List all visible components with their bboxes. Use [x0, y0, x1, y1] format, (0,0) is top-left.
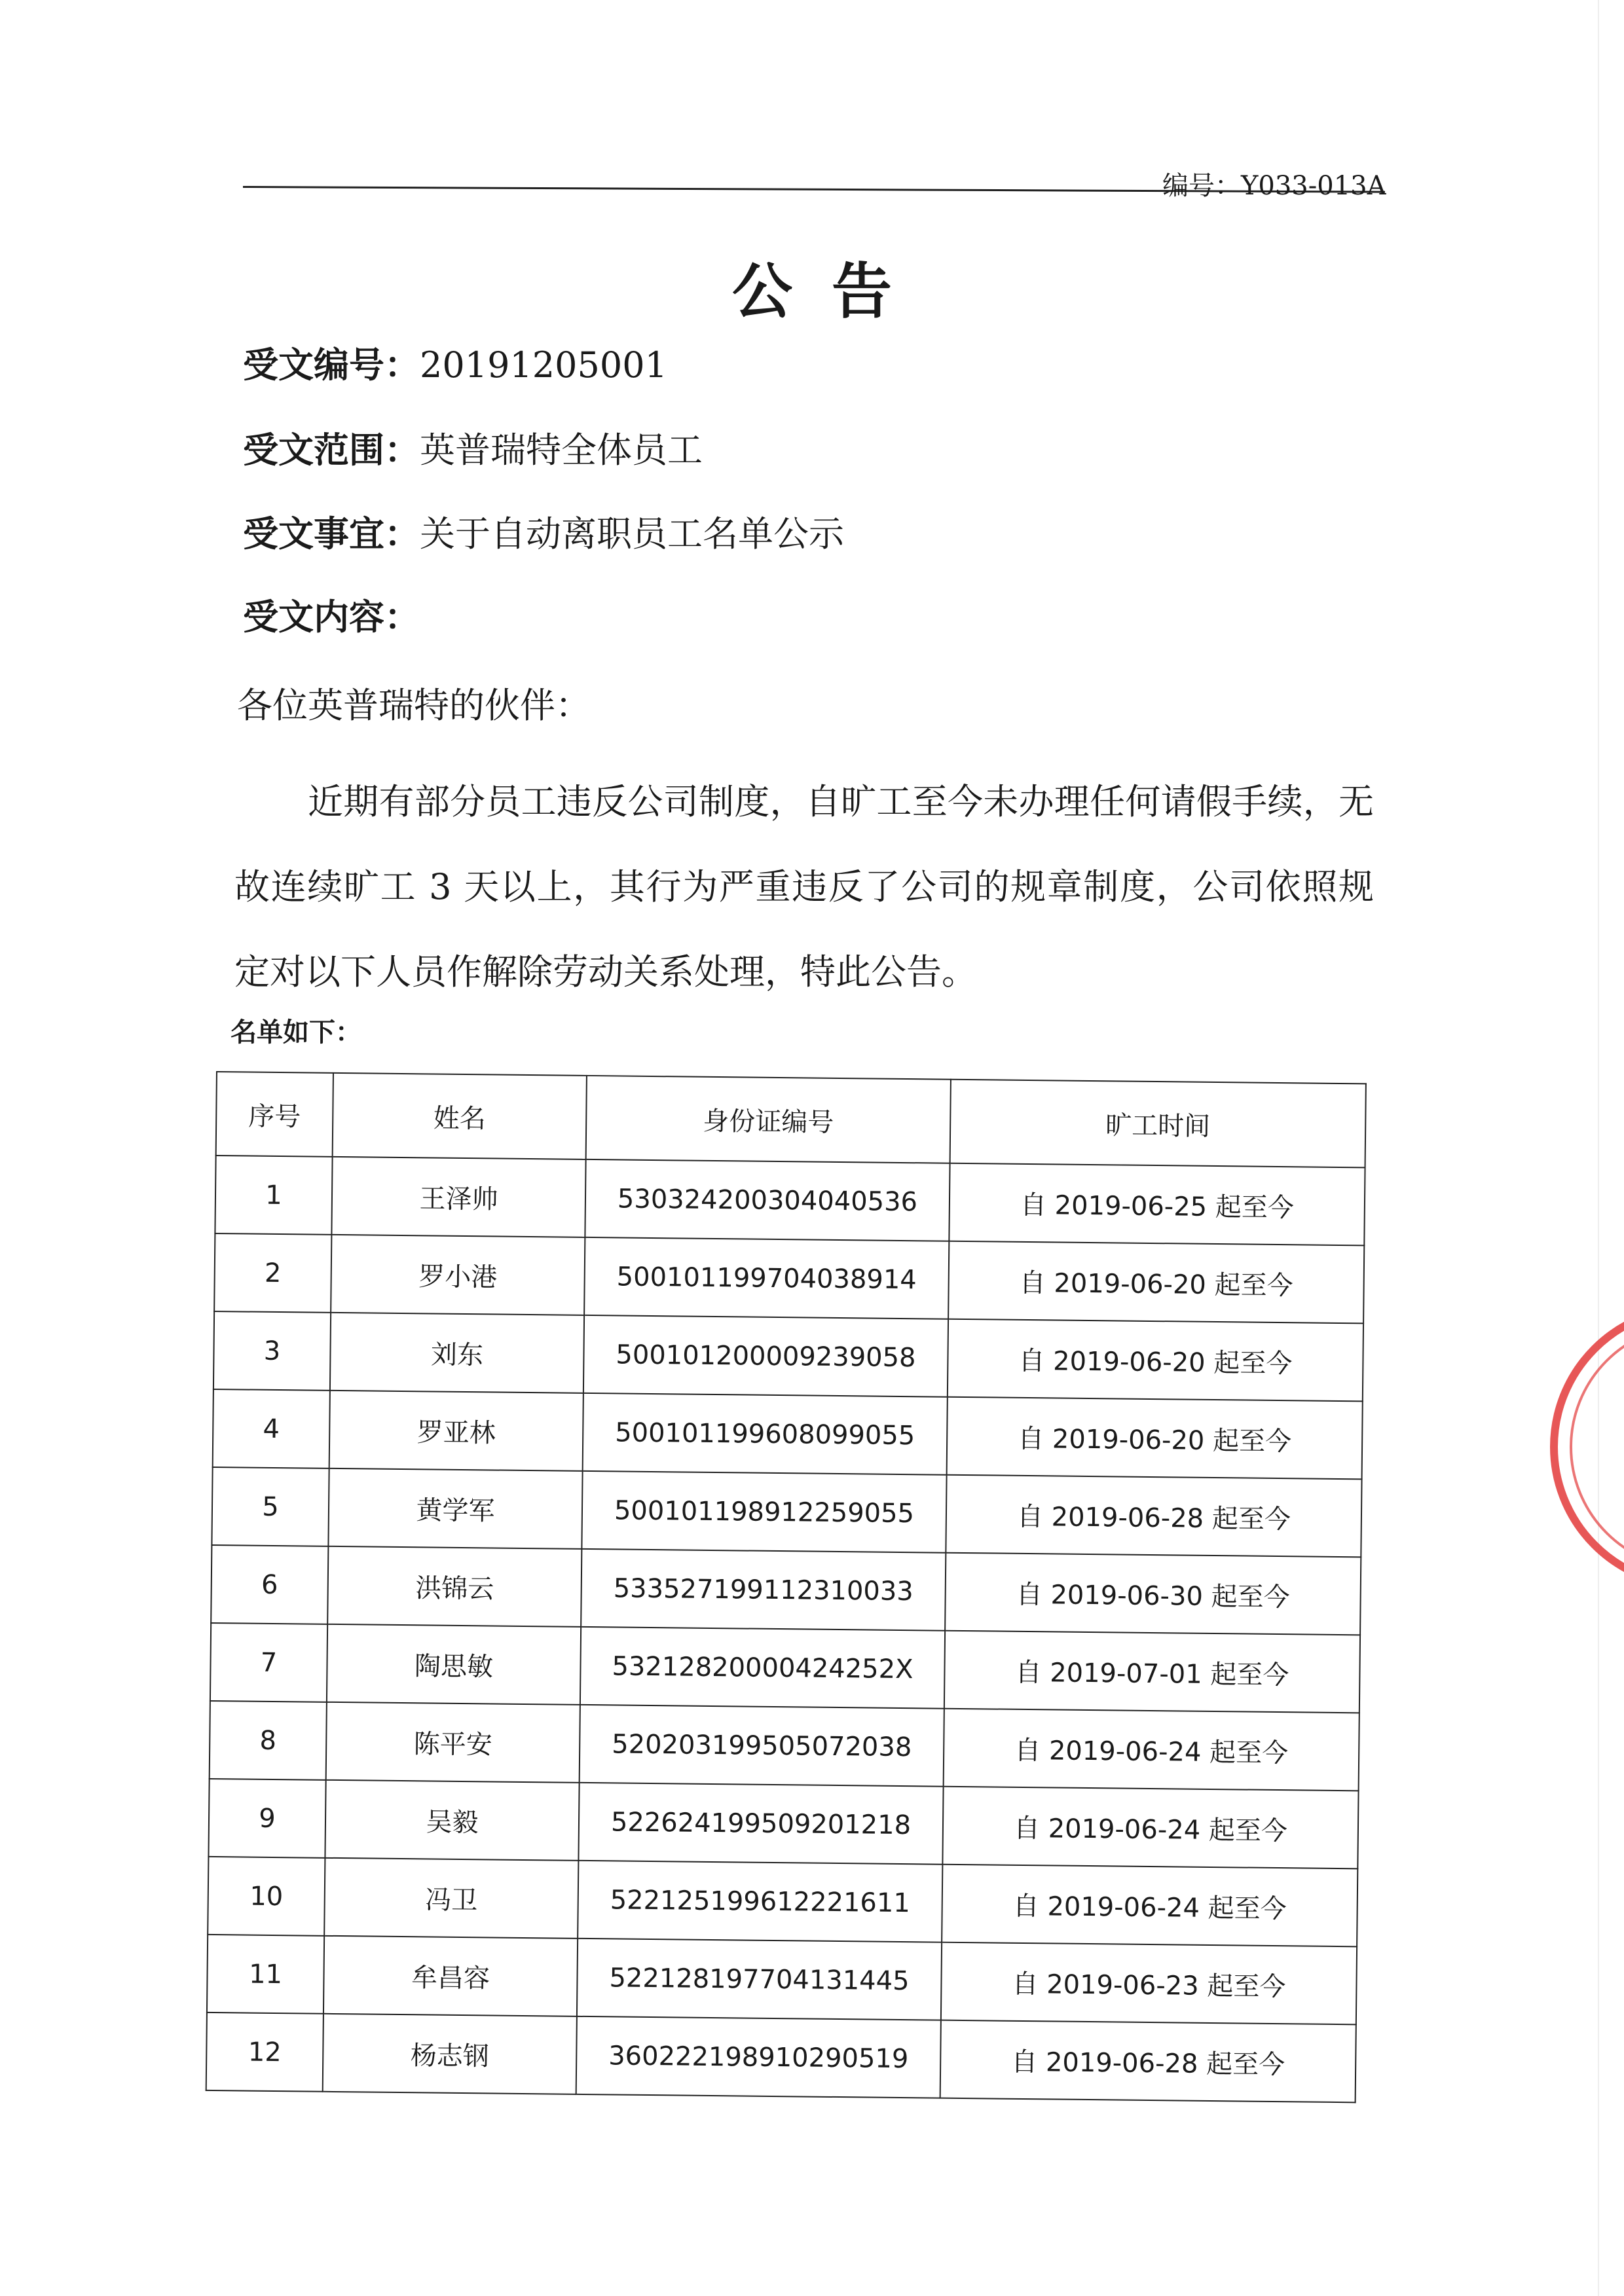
- header-index: 序号: [216, 1072, 333, 1157]
- table-header-row: [216, 1072, 1366, 1167]
- list-label: 名单如下：: [231, 1017, 361, 1048]
- employee-name: 陈平安: [326, 1702, 580, 1783]
- row-index: 7: [210, 1623, 327, 1702]
- row-index: 8: [210, 1701, 327, 1780]
- id-number: 53212820000424252X: [580, 1627, 945, 1709]
- id-number: 520203199505072038: [580, 1705, 944, 1787]
- header-id: 身份证编号: [586, 1076, 951, 1163]
- employee-name: 黄学军: [328, 1468, 582, 1549]
- employee-name: 吴毅: [325, 1780, 579, 1861]
- page-title: 公告: [731, 257, 931, 327]
- id-number: 500101198912259055: [581, 1471, 946, 1553]
- row-index: 3: [213, 1311, 331, 1391]
- field-label: 受文事宜：: [243, 513, 420, 555]
- row-index: 12: [206, 2013, 323, 2092]
- absence-date: 自 2019-06-24 起至今: [942, 1787, 1358, 1869]
- field-value: 关于自动离职员工名单公示: [420, 513, 844, 555]
- row-index: 2: [214, 1233, 331, 1313]
- id-number: 533527199112310033: [581, 1549, 946, 1631]
- employee-name: 洪锦云: [327, 1546, 581, 1627]
- header-absence: 旷工时间: [950, 1080, 1366, 1168]
- table-row: [211, 1545, 1361, 1635]
- table-row: [213, 1389, 1363, 1479]
- table-row: [214, 1233, 1364, 1323]
- absence-date: 自 2019-06-20 起至今: [948, 1241, 1364, 1324]
- table-row: [208, 1779, 1358, 1868]
- field-scope: [243, 422, 703, 473]
- table-row: [213, 1311, 1363, 1401]
- id-number: 500101200009239058: [583, 1315, 948, 1397]
- id-number: 522125199612221611: [578, 1861, 942, 1942]
- absence-date: 自 2019-06-24 起至今: [942, 1865, 1357, 1947]
- row-index: 1: [215, 1156, 332, 1235]
- row-index: 6: [211, 1545, 328, 1624]
- employee-name: 杨志钢: [323, 2014, 577, 2094]
- employee-name: 刘东: [330, 1313, 584, 1393]
- header-name: 姓名: [333, 1073, 587, 1159]
- field-value: 英普瑞特全体员工: [420, 429, 703, 471]
- employee-name: 冯卫: [324, 1858, 578, 1939]
- field-doc-number: [243, 337, 667, 388]
- absence-date: 自 2019-06-25 起至今: [949, 1163, 1365, 1246]
- row-index: 10: [208, 1857, 325, 1936]
- field-subject: [243, 506, 844, 556]
- body-paragraph: 近期有部分员工违反公司制度，自旷工至今未办理任何请假手续，无故连续旷工 3 天以上，其行为严重违反了公司的规章制度，公司依照规定对以下人员作解除劳动关系处理，特此公告。: [234, 781, 1374, 993]
- absence-date: 自 2019-06-20 起至今: [948, 1319, 1363, 1402]
- id-number: 360222198910290519: [576, 2016, 941, 2098]
- absence-date: 自 2019-06-28 起至今: [946, 1475, 1361, 1558]
- id-number: 500101199608099055: [583, 1393, 948, 1475]
- absence-date: 自 2019-06-20 起至今: [947, 1397, 1363, 1480]
- employee-name: 陶思敏: [327, 1624, 581, 1705]
- absence-date: 自 2019-06-30 起至今: [945, 1553, 1361, 1635]
- table-row: [206, 2013, 1356, 2102]
- document-number: 编号：Y033-013A: [1162, 171, 1386, 201]
- id-number: 500101199704038914: [584, 1237, 949, 1319]
- table-row: [212, 1467, 1361, 1557]
- scan-edge: [1598, 0, 1599, 2296]
- employee-name: 罗小港: [331, 1235, 585, 1315]
- company-seal: [1547, 1303, 1624, 1591]
- id-number: 530324200304040536: [585, 1159, 950, 1241]
- row-index: 9: [208, 1779, 325, 1858]
- absence-date: 自 2019-07-01 起至今: [944, 1631, 1360, 1713]
- field-label: 受文编号：: [243, 344, 420, 386]
- table-row: [215, 1156, 1365, 1245]
- id-number: 522624199509201218: [578, 1783, 943, 1865]
- table-row: [208, 1857, 1357, 1946]
- field-label: 受文范围：: [243, 429, 420, 471]
- field-content: [243, 589, 420, 640]
- row-index: 4: [213, 1389, 330, 1468]
- employee-name: 罗亚林: [329, 1391, 583, 1471]
- table-row: [210, 1701, 1359, 1791]
- absence-date: 自 2019-06-23 起至今: [941, 1942, 1357, 2025]
- table-row: [210, 1623, 1360, 1713]
- table-row: [207, 1935, 1357, 2024]
- field-value: 20191205001: [420, 344, 667, 386]
- row-index: 5: [212, 1467, 329, 1546]
- greeting: 各位英普瑞特的伙伴：: [237, 685, 591, 726]
- absence-date: 自 2019-06-28 起至今: [940, 2020, 1356, 2103]
- employee-name: 王泽帅: [331, 1157, 585, 1237]
- field-label: 受文内容：: [243, 596, 420, 638]
- employee-table: [206, 1071, 1367, 2103]
- seal-outer-ring: [1554, 1308, 1624, 1586]
- id-number: 522128197704131445: [577, 1939, 942, 2020]
- row-index: 11: [207, 1935, 324, 2014]
- absence-date: 自 2019-06-24 起至今: [944, 1709, 1359, 1791]
- employee-name: 牟昌容: [323, 1936, 578, 2016]
